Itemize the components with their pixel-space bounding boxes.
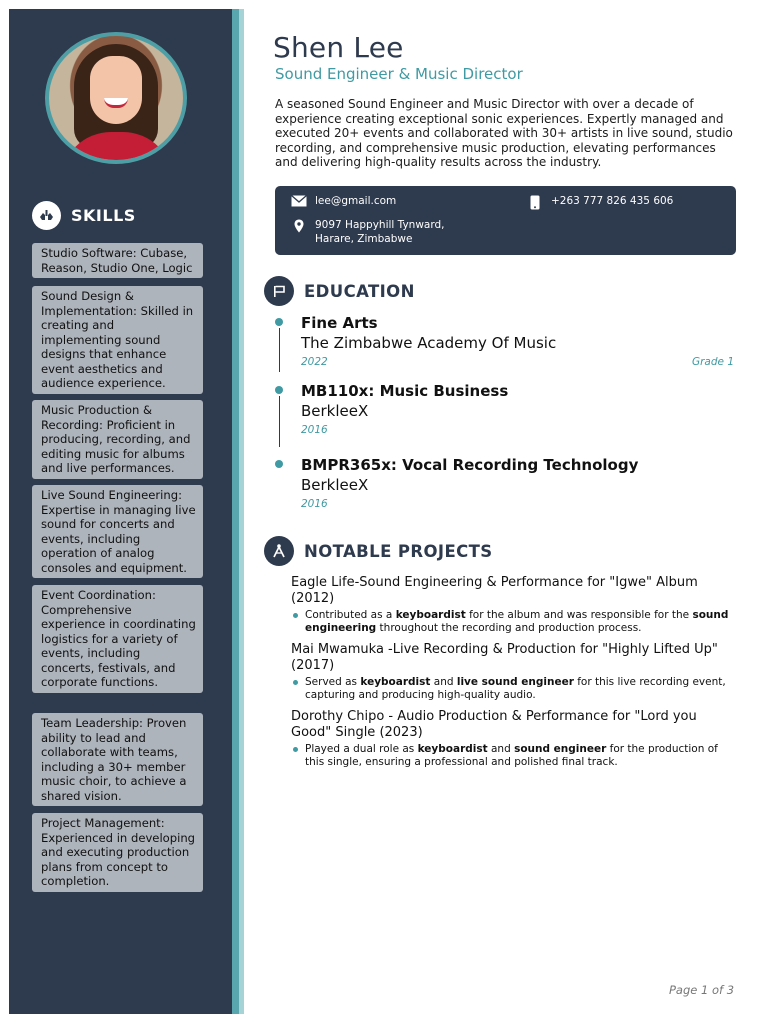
education-year: 2022 [301, 356, 328, 368]
project-bullet [291, 609, 731, 634]
skills-header [32, 201, 136, 230]
profile-summary: A seasoned Sound Engineer and Music Director with over a decade of experience creating exceptional sonic experiences. Expertly managed and executed 20+ events and collaborated with 30+ artists in live sound, studio recording, and comprehensive music production, elevating performances and delivering high-quality results across the industry. [275, 97, 733, 169]
education-item [301, 314, 734, 368]
project-item [291, 575, 731, 634]
skills-title: SKILLS [71, 206, 136, 225]
address-text: 9097 Happyhill Tynward, Harare, Zimbabwe [315, 219, 445, 245]
education-header [264, 276, 415, 306]
project-item [291, 709, 731, 768]
job-title: Sound Engineer & Music Director [275, 65, 523, 83]
hands-icon [32, 201, 61, 230]
sidebar-accent-stripe [232, 9, 244, 1014]
project-description: Played a dual role as keyboardist and sound engineer for the production of this single, ensuring a professional and polished final track. [305, 743, 718, 768]
education-title: EDUCATION [304, 281, 415, 301]
timeline-dot [275, 460, 283, 468]
envelope-icon [291, 195, 307, 207]
project-title: Mai Mwamuka -Live Recording & Production for "Highly Lifted Up" (2017) [291, 642, 718, 673]
page-number: Page 1 of 3 [669, 983, 735, 997]
contact-box [275, 186, 736, 255]
skill-item: Team Leadership: Proven ability to lead and collaborate with teams, including a 30+ member music choir, to achieve a shared vision. [32, 713, 203, 806]
project-description: Served as keyboardist and live sound engineer for this live recording event, capturing and producing high-quality audio. [305, 676, 726, 701]
flag-icon [264, 276, 294, 306]
timeline-line [279, 328, 280, 372]
education-year: 2016 [301, 424, 328, 436]
project-description: Contributed as a keyboardist for the album and was responsible for the sound engineering throughout the recording and production process. [305, 609, 729, 634]
phone-text: +263 777 826 435 606 [551, 195, 674, 207]
projects-title: NOTABLE PROJECTS [304, 541, 493, 561]
skill-item: Project Management: Experienced in developing and executing production plans from concept to completion. [32, 813, 203, 892]
school: BerkleeX [301, 476, 369, 494]
profile-photo [45, 32, 187, 164]
skill-item: Studio Software: Cubase, Reason, Studio One, Logic [32, 243, 203, 278]
project-bullet [291, 676, 731, 701]
education-grade: Grade 1 [691, 356, 734, 368]
education-year: 2016 [301, 498, 328, 510]
mobile-phone-icon [527, 195, 543, 210]
education-item [301, 382, 734, 436]
compass-icon [264, 536, 294, 566]
timeline-dot [275, 386, 283, 394]
project-item [291, 642, 731, 701]
email-text: lee@gmail.com [315, 195, 397, 207]
timeline-line [279, 396, 280, 447]
contact-address [291, 219, 444, 246]
contact-email[interactable] [291, 195, 396, 209]
degree: MB110x: Music Business [301, 382, 509, 400]
project-title: Dorothy Chipo - Audio Production & Performance for "Lord you Good" Single (2023) [291, 709, 697, 740]
school: BerkleeX [301, 402, 369, 420]
map-pin-icon [291, 219, 307, 233]
skill-item: Music Production & Recording: Proficient in producing, recording, and editing music for albums and live performances. [32, 400, 203, 479]
degree: Fine Arts [301, 314, 378, 332]
project-title: Eagle Life-Sound Engineering & Performance for "Igwe" Album (2012) [291, 575, 698, 606]
contact-phone[interactable] [527, 195, 673, 210]
project-bullet [291, 743, 731, 768]
degree: BMPR365x: Vocal Recording Technology [301, 456, 639, 474]
person-name: Shen Lee [273, 31, 404, 64]
timeline-dot [275, 318, 283, 326]
skill-item: Live Sound Engineering: Expertise in managing live sound for concerts and events, including operation of analog consoles and equipment. [32, 485, 203, 578]
projects-header [264, 536, 493, 566]
education-item [301, 456, 734, 510]
school: The Zimbabwe Academy Of Music [301, 334, 557, 352]
skill-item: Sound Design & Implementation: Skilled in creating and implementing sound designs that enhance event aesthetics and audience experience. [32, 286, 203, 394]
skill-item: Event Coordination: Comprehensive experience in coordinating logistics for a variety of events, including concerts, festivals, and corporate functions. [32, 585, 203, 693]
